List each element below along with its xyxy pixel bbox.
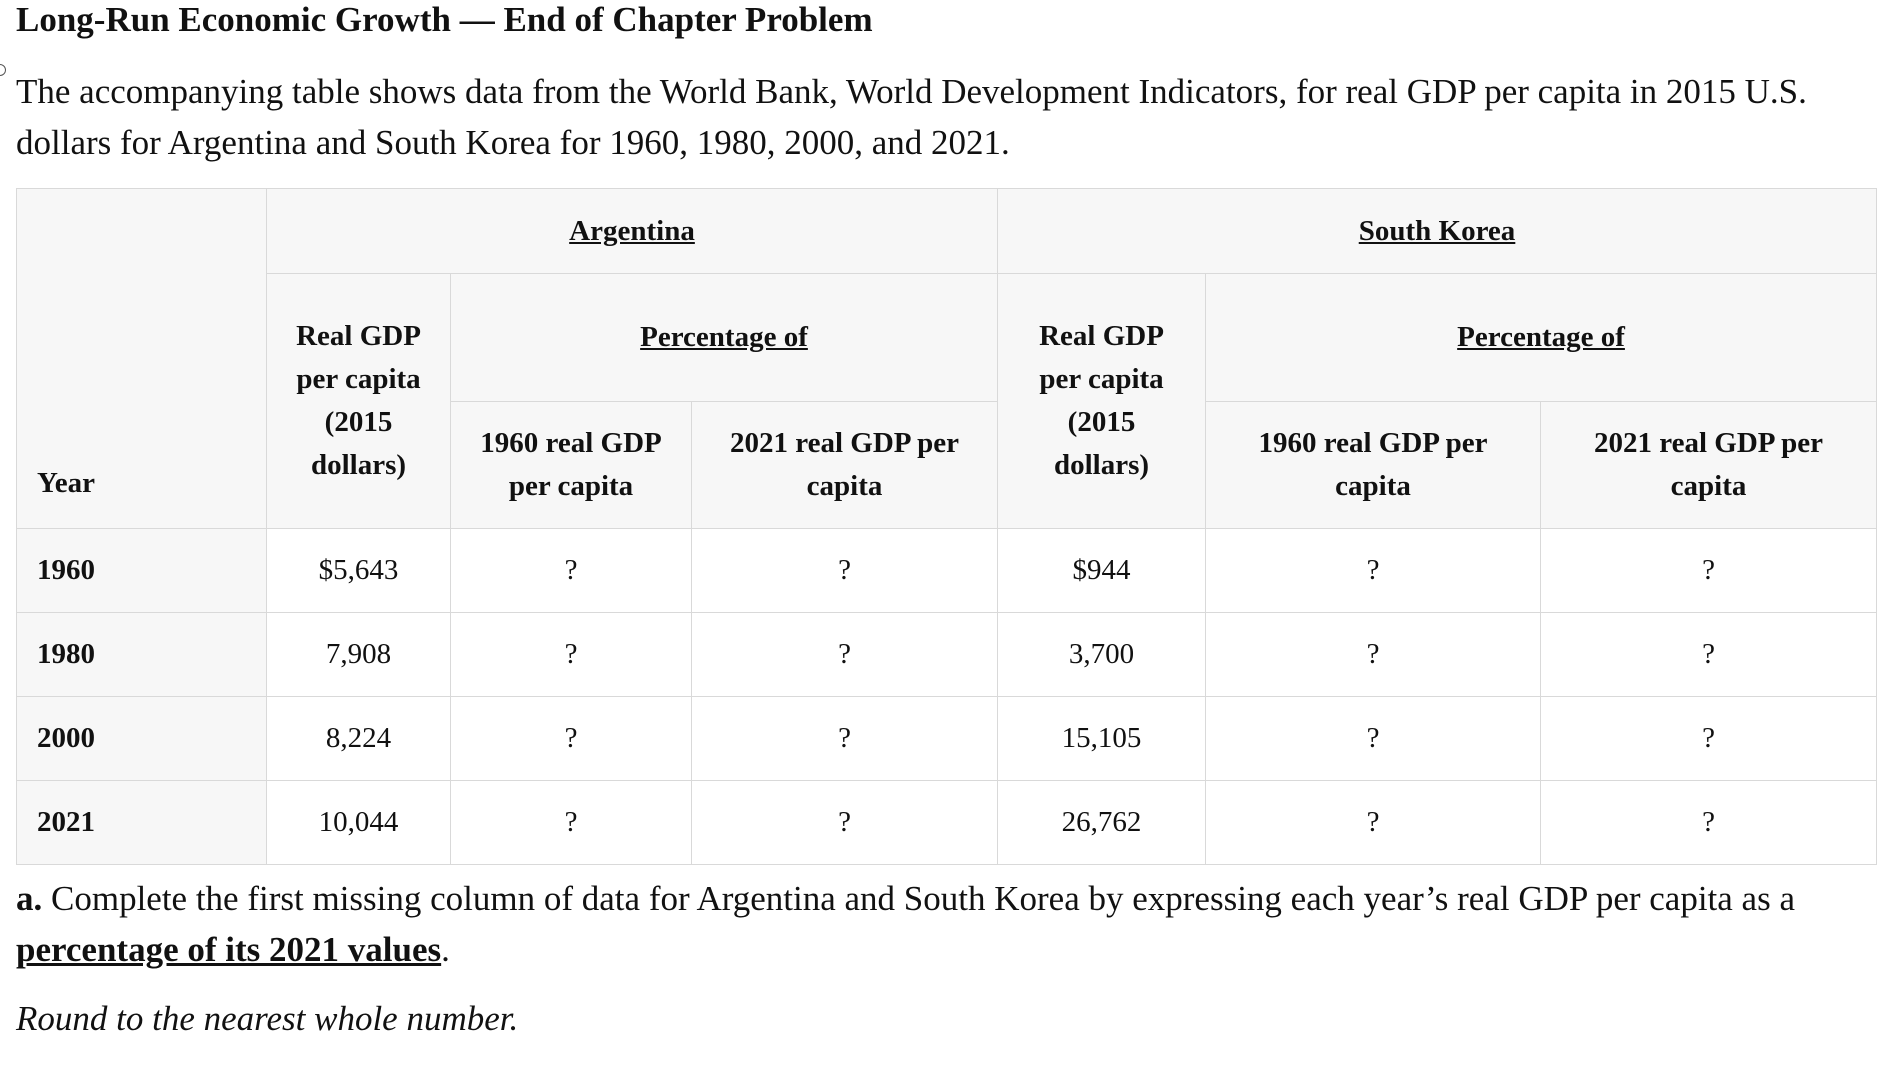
south-korea-pct-2021-cell[interactable]: ? [1541,613,1877,697]
year-cell: 2021 [17,781,267,865]
gdp-table [16,188,1877,865]
argentina-header [267,189,998,274]
rounding-instruction: Round to the nearest whole number. [16,999,519,1038]
south-korea-gdp-header: Real GDP per capita (2015 dollars) [998,274,1206,529]
question-text: Complete the first missing column of data for Argentina and South Korea by expressing each year’s real GDP per capita as a [51,879,1796,918]
south-korea-gdp-cell: 15,105 [998,697,1206,781]
year-cell: 1980 [17,613,267,697]
argentina-gdp-cell: 7,908 [267,613,451,697]
south-korea-gdp-cell: 3,700 [998,613,1206,697]
south-korea-gdp-cell: 26,762 [998,781,1206,865]
argentina-percentage-header [451,274,998,402]
south-korea-pct-1960-cell[interactable]: ? [1206,529,1541,613]
table-row [17,781,1877,865]
table-row [17,697,1877,781]
argentina-pct-1960-cell[interactable]: ? [451,781,692,865]
table-row [17,529,1877,613]
argentina-pct-2021-cell[interactable]: ? [692,697,998,781]
table-row [17,613,1877,697]
south-korea-header-label: South Korea [1358,214,1516,247]
argentina-percentage-label: Percentage of [640,321,808,353]
south-korea-gdp-cell: $944 [998,529,1206,613]
question-label: a. [16,879,43,918]
south-korea-pct-2021-cell[interactable]: ? [1541,697,1877,781]
argentina-gdp-cell: $5,643 [267,529,451,613]
south-korea-pct-2021-cell[interactable]: ? [1541,529,1877,613]
south-korea-pct-2021-header: 2021 real GDP per capita [1541,402,1877,529]
south-korea-pct-1960-cell[interactable]: ? [1206,697,1541,781]
argentina-gdp-cell: 8,224 [267,697,451,781]
south-korea-pct-1960-cell[interactable]: ? [1206,613,1541,697]
year-cell: 2000 [17,697,267,781]
south-korea-pct-1960-cell[interactable]: ? [1206,781,1541,865]
page-title: Long-Run Economic Growth — End of Chapter Problem [16,0,873,39]
argentina-pct-2021-cell[interactable]: ? [692,613,998,697]
question-end: . [441,930,450,969]
argentina-gdp-header: Real GDP per capita (2015 dollars) [267,274,451,529]
south-korea-pct-1960-header: 1960 real GDP per capita [1206,402,1541,529]
argentina-pct-1960-cell[interactable]: ? [451,613,692,697]
year-cell: 1960 [17,529,267,613]
south-korea-pct-2021-cell[interactable]: ? [1541,781,1877,865]
south-korea-percentage-label: Percentage of [1457,321,1625,353]
argentina-pct-1960-cell[interactable]: ? [451,529,692,613]
radio-marker-icon [0,64,6,76]
intro-paragraph: The accompanying table shows data from the World Bank, World Development Indicators, for real GDP per capita in 2015 U.S. dollars for Argentina and South Korea for 1960, 1980, 2000, and 2021. [16,72,1807,162]
south-korea-header [998,189,1877,274]
argentina-pct-2021-header: 2021 real GDP per capita [692,402,998,529]
argentina-pct-2021-cell[interactable]: ? [692,781,998,865]
argentina-gdp-cell: 10,044 [267,781,451,865]
year-header: Year [17,189,267,529]
question-a [16,873,1866,975]
argentina-header-label: Argentina [569,214,695,247]
south-korea-percentage-header [1206,274,1877,402]
question-emphasis: percentage of its 2021 values [16,930,442,969]
argentina-pct-1960-header: 1960 real GDP per capita [451,402,692,529]
argentina-pct-2021-cell[interactable]: ? [692,529,998,613]
argentina-pct-1960-cell[interactable]: ? [451,697,692,781]
